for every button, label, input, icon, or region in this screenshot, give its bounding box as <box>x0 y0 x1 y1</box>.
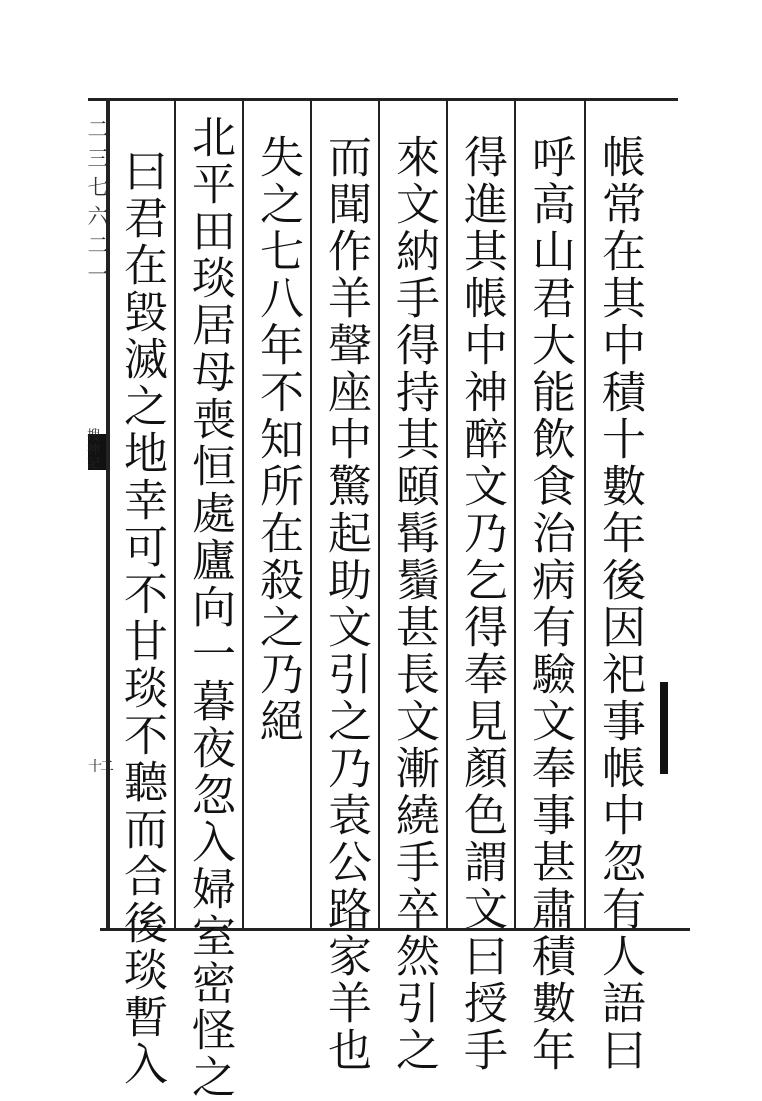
margin-fragment-text: 二三七六二一 <box>85 118 109 292</box>
folio-number: 十二 <box>88 759 112 775</box>
text-column-1 <box>584 100 652 1074</box>
text-column-8 <box>106 100 174 1088</box>
column-text: 而聞作羊聲座中驚起助文引之乃袁公路家羊也 <box>320 134 371 1074</box>
text-column-3 <box>446 100 514 1074</box>
text-column-6 <box>242 100 310 928</box>
text-column-4 <box>378 100 446 1074</box>
book-title: 搜神記 <box>84 428 99 470</box>
text-column-5 <box>310 100 378 1074</box>
text-column-7 <box>174 100 242 1101</box>
column-text: 呼高山君大能飲食治病有驗文奉事甚肅積數年 <box>524 134 575 1074</box>
column-text: 來文納手得持其頤髯鬚甚長文漸繞手卒然引之 <box>388 134 439 1074</box>
column-text: 北平田琰居母喪恒處廬向一暮夜忽入婦室密怪之 <box>184 114 235 1101</box>
column-text: 得進其帳中神醉文乃乞得奉見顏色謂文曰授手 <box>456 134 507 1074</box>
column-text: 帳常在其中積十數年後因祀事帳中忽有人語曰 <box>594 134 645 1074</box>
column-text: 失之七八年不知所在殺之乃絕 <box>252 134 303 745</box>
text-column-2 <box>514 100 582 1074</box>
column-text: 曰君在毀滅之地幸可不甘琰不聽而合後琰暫入 <box>116 148 167 1088</box>
right-edge-mark-icon <box>660 682 668 774</box>
